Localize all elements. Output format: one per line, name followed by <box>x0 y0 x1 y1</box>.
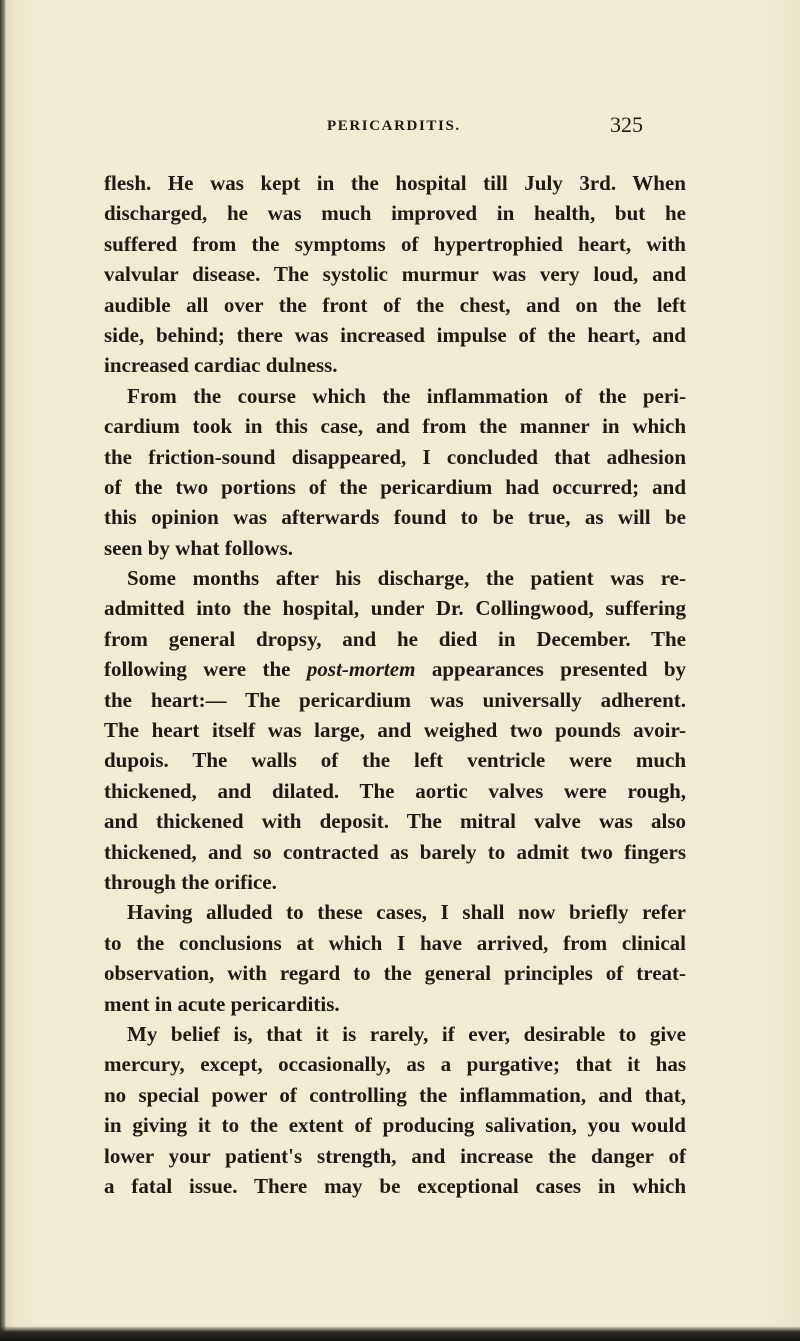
text-line: mercury, except, occasionally, as a purgative; that it has <box>104 1052 686 1077</box>
body-text <box>104 168 686 1201</box>
text-line: side, behind; there was increased impulse of the heart, and <box>104 322 686 347</box>
text-line: through the orifice. <box>104 869 277 894</box>
text-line: to the conclusions at which I have arrived, from clinical <box>104 930 686 955</box>
text-line: increased cardiac dulness. <box>104 353 338 378</box>
text-line: seen by what follows. <box>104 535 294 560</box>
text-line: observation, with regard to the general principles of treat- <box>104 961 686 986</box>
text-line: admitted into the hospital, under Dr. Collingwood, suffering <box>104 596 686 621</box>
text-line: in giving it to the extent of producing salivation, you would <box>104 1113 686 1138</box>
text-line <box>104 654 686 684</box>
text-line: suffered from the symptoms of hypertrophied heart, with <box>104 231 686 256</box>
page-binding-edge <box>0 0 6 1341</box>
text-line: lower your patient's strength, and increase the danger of <box>104 1143 686 1168</box>
text-line: a fatal issue. There may be exceptional cases in which <box>104 1173 686 1198</box>
italic-term: post-mortem <box>306 657 416 682</box>
page-number: 325 <box>610 112 643 137</box>
text-line: thickened, and dilated. The aortic valves were rough, <box>104 778 686 803</box>
text-line: valvular disease. The systolic murmur was very loud, and <box>104 262 686 287</box>
text-line: From the course which the inflammation of the peri- <box>127 383 686 408</box>
text-line: Some months after his discharge, the patient was re- <box>127 566 686 591</box>
text-line: audible all over the front of the chest, and on the left <box>104 292 686 317</box>
text-line: this opinion was afterwards found to be true, as will be <box>104 505 686 530</box>
text-line: My belief is, that it is rarely, if ever, desirable to give <box>127 1021 686 1046</box>
text-segment: following were the <box>104 657 307 682</box>
text-line: ment in acute pericarditis. <box>104 991 340 1016</box>
text-line: the friction-sound disappeared, I concluded that adhesion <box>104 444 686 469</box>
running-head <box>0 112 800 142</box>
text-line: from general dropsy, and he died in December. The <box>104 626 686 651</box>
text-line: the heart:— The pericardium was universally adherent. <box>104 687 686 712</box>
text-line: Having alluded to these cases, I shall now briefly refer <box>127 900 686 925</box>
text-line: no special power of controlling the inflammation, and that, <box>104 1082 686 1107</box>
text-line: thickened, and so contracted as barely to admit two fingers <box>104 839 686 864</box>
text-line: cardium took in this case, and from the manner in which <box>104 414 686 439</box>
text-line: flesh. He was kept in the hospital till July 3rd. When <box>104 171 686 195</box>
page-bottom-edge <box>0 1326 800 1341</box>
text-line: of the two portions of the pericardium had occurred; and <box>104 474 686 499</box>
running-head-title: PERICARDITIS. <box>327 118 461 134</box>
text-line: discharged, he was much improved in health, but he <box>104 201 686 226</box>
text-line: and thickened with deposit. The mitral valve was also <box>104 809 686 834</box>
text-segment: appearances presented by <box>415 657 686 682</box>
text-line: The heart itself was large, and weighed two pounds avoir- <box>104 718 686 743</box>
text-line: dupois. The walls of the left ventricle were much <box>104 748 686 773</box>
